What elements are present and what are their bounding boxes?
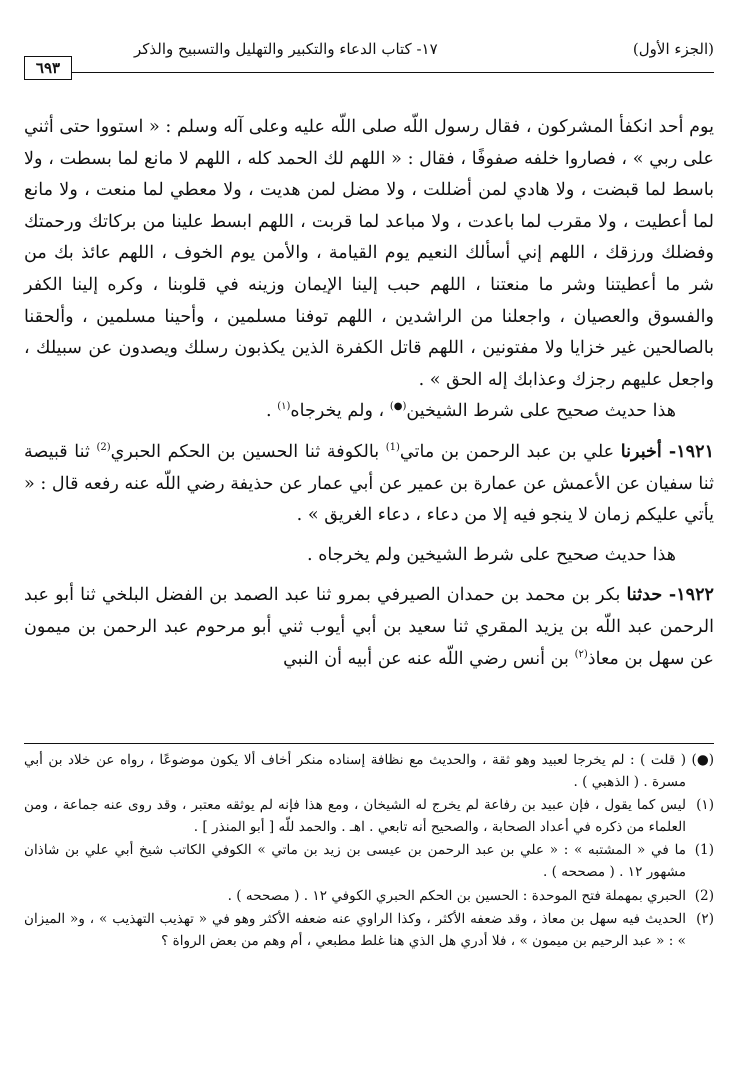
footnote-text: ما في « المشتبه » : « علي بن عبد الرحمن بن عيسى بن زيد بن ماتي » الكوفي الكاتب شيخ أبي علي بن شاذان مشهور ١٢ . ( مصححه ) . (24, 842, 686, 880)
page-number: ٦٩٣ (24, 56, 72, 80)
verdict-1-text: هذا حديث صحيح على شرط الشيخين (406, 401, 676, 422)
verdict-1-text-b: ، ولم يخرجاه (290, 401, 385, 422)
hadith-1921-fn-ref-2: (2) (96, 442, 111, 454)
chapter-title: ١٧- كتاب الدعاء والتكبير والتهليل والتسبيح والذكر (134, 40, 438, 58)
footnote (24, 886, 714, 908)
hadith-1921-narrator: علي بن عبد الرحمن بن ماتي (399, 441, 615, 462)
footnote-text: ( قلت ) : لم يخرجا لعبيد وهو ثقة ، والحديث مع نظافة إسناده منكر أخاف ألا يكون موضوعًا ، رواه عن خلاد بن أبي مسرة . ( الذهبي ) . (24, 752, 686, 790)
main-text (24, 112, 714, 675)
verdict-1-mark: (●) (389, 401, 407, 413)
header-rule (72, 72, 714, 73)
verdict-1-footnote-ref: (١) (277, 401, 291, 413)
hadith-1921-text-b: بالكوفة ثنا الحسين بن الحكم الحبري (110, 441, 380, 462)
hadith-1922-text-b: بن أنس رضي اللّه عنه عن أبيه أن النبي (283, 648, 569, 669)
volume-label: (الجزء الأول) (632, 40, 714, 58)
footnote-rule (24, 743, 714, 744)
hadith-1921-fn-ref-1: (1) (385, 442, 400, 454)
footnote-marker: (2) (694, 887, 714, 904)
footnote-text: الحبري بمهملة فتح الموحدة : الحسين بن الحكم الحبري الكوفي ١٢ . ( مصححه ) . (227, 887, 686, 904)
hadith-1922-number: ١٩٢٢- حدثنا (626, 584, 714, 606)
verdict-1 (24, 396, 714, 428)
footnote-marker: (١) (696, 797, 714, 814)
footnote-marker: (1) (694, 842, 714, 859)
footnote-marker: (٢) (696, 911, 714, 928)
footnote-text: الحديث فيه سهل بن معاذ ، وقد ضعفه الأكثر ، وكذا الراوي عنه ضعفه الأكثر وهو في « تهذيب التهذيب » ، و« الميزان » : « عبد الرحيم بن ميمون » ، فلا أدري هل الذي هنا غلط مطبعي ، أم وهم من بعض الرواة ؟ (24, 911, 686, 949)
hadith-1922-text-a: بكر بن محمد بن حمدان الصيرفي بمرو ثنا عبد الصمد بن الفضل البلخي ثنا أبو عبد الرحمن عبد اللّه بن يزيد المقري ثنا سعيد بن أبي أيوب ثني أبو مرحوم عبد الرحمن بن ميمون عن سهل بن معاذ (24, 585, 714, 669)
running-header (24, 36, 714, 77)
verdict-2: هذا حديث صحيح على شرط الشيخين ولم يخرجاه . (307, 544, 676, 565)
footnote-marker: (●) (691, 752, 714, 768)
footnote (24, 840, 714, 883)
hadith-1921-text-c: ثنا قبيصة ثنا سفيان عن الأعمش عن عمارة بن عمير عن أبي عمار عن حذيفة رضي اللّه عنه رفعه قال : « يأتي عليكم زمان لا ينجو فيه إلا من دعاء ، دعاء الغريق » . (24, 441, 714, 526)
footnote (24, 795, 714, 838)
footnote-text: ليس كما يقول ، فإن عبيد بن رفاعة لم يخرج له الشيخان ، ومع هذا فإنه لم يوثقه معتبر ، وقد روى عنه جماعة ، ومن العلماء من ذكره في أعداد الصحابة ، والصحيح أنه تابعي . اهـ . والحمد للّه [ أبو المنذر ] . (24, 797, 686, 835)
footnotes (24, 750, 714, 954)
hadith-1922 (24, 579, 714, 675)
hadith-1921-number: ١٩٢١- أخبرنا (620, 440, 715, 462)
footnote (24, 750, 714, 793)
hadith-1922-fn-ref: (٢) (574, 648, 588, 660)
page (24, 36, 715, 949)
hadith-1921 (24, 436, 714, 532)
hadith-continuation: يوم أحد انكفأ المشركون ، فقال رسول اللّه صلى اللّه عليه وعلى آله وسلم : « استووا حتى أثني على ربي » ، فصاروا خلفه صفوفًا ، فقال : « اللهم لك الحمد كله ، اللهم لا مانع لما بسطت ، ولا باسط لما قبضت ، ولا هادي لمن أضللت ، ولا مضل لمن هديت ، ولا معطي لما منعت ، ولا مانع لما أعطيت ، ولا مقرب لما باعدت ، ولا مباعد لما قربت ، اللهم ابسط علينا من بركاتك ورحمتك وفضلك ورزقك ، اللهم إني أسألك النعيم يوم القيامة ، والأمن يوم الخوف ، اللهم عائذ بك من شر ما أعطيتنا وشر ما منعتنا ، اللهم حبب إلينا الإيمان وزينه في قلوبنا ، وكره إلينا الكفر والفسوق والعصيان ، واجعلنا من الراشدين ، اللهم توفنا مسلمين ، وأحينا مسلمين ، وألحقنا بالصالحين غير خزايا ولا مفتونين ، اللهم قاتل الكفرة الذين يكذبون رسلك ويصدون عن سبيلك ، واجعل عليهم رجزك وعذابك إله الحق » . (24, 117, 714, 390)
footnote (24, 909, 714, 952)
verdict-1-end: . (266, 401, 272, 422)
